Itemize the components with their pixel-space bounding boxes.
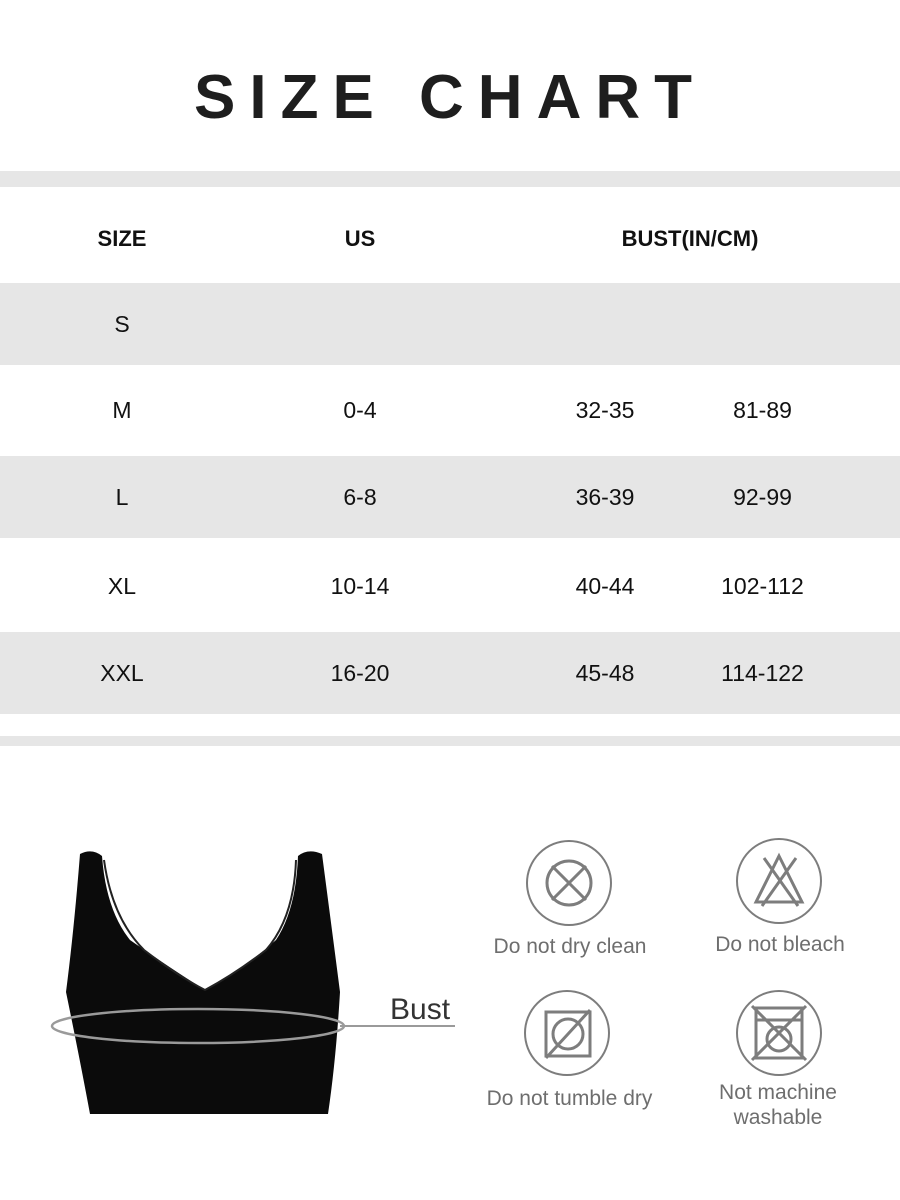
table-row <box>0 456 900 538</box>
no-tumble-dry-icon <box>524 990 610 1076</box>
table-row <box>0 632 900 714</box>
cell-size: XXL <box>100 659 144 686</box>
care-label-line2: washable <box>733 1106 823 1129</box>
cell-bust-cm: 114-122 <box>721 659 804 686</box>
bust-label: Bust <box>390 993 451 1026</box>
cell-bust-cm <box>690 283 835 365</box>
care-label <box>688 1080 868 1130</box>
no-machine-wash-icon <box>736 990 822 1076</box>
care-label: Do not tumble dry <box>486 1087 653 1110</box>
cell-us: 0-4 <box>343 396 377 423</box>
cell-size: L <box>115 483 129 510</box>
no-bleach-icon <box>736 838 822 924</box>
top-divider-band <box>0 171 900 187</box>
bottom-divider-band <box>0 736 900 746</box>
cell-us: 10-14 <box>330 572 390 599</box>
cell-us <box>260 283 460 365</box>
cell-bust-in: 32-35 <box>575 396 635 423</box>
cell-bust-in: 45-48 <box>575 659 635 686</box>
garment-illustration <box>40 840 370 1125</box>
cell-us: 6-8 <box>343 483 377 510</box>
table-row <box>0 545 900 627</box>
cell-us: 16-20 <box>330 659 390 686</box>
cell-bust-cm: 81-89 <box>733 396 792 423</box>
header-size: SIZE <box>97 226 147 251</box>
header-bust: BUST(IN/CM) <box>621 226 759 251</box>
care-label-line1: Not machine <box>719 1081 837 1104</box>
care-label: Do not bleach <box>715 933 845 956</box>
no-dry-clean-icon <box>526 840 612 926</box>
table-row <box>0 369 900 451</box>
cell-bust-cm: 102-112 <box>721 572 804 599</box>
cell-size: S <box>114 310 130 337</box>
page-title: SIZE CHART <box>194 63 706 132</box>
cell-size: M <box>112 396 132 423</box>
header-us: US <box>344 226 376 251</box>
table-header-row <box>0 198 900 280</box>
table-row <box>0 283 900 365</box>
cell-bust-cm: 92-99 <box>733 483 792 510</box>
cell-size: XL <box>107 572 137 599</box>
care-label: Do not dry clean <box>493 935 647 958</box>
cell-bust-in: 40-44 <box>575 572 635 599</box>
cell-bust-in <box>535 283 675 365</box>
bra-top-shape <box>66 851 340 1114</box>
cell-bust-in: 36-39 <box>575 483 635 510</box>
